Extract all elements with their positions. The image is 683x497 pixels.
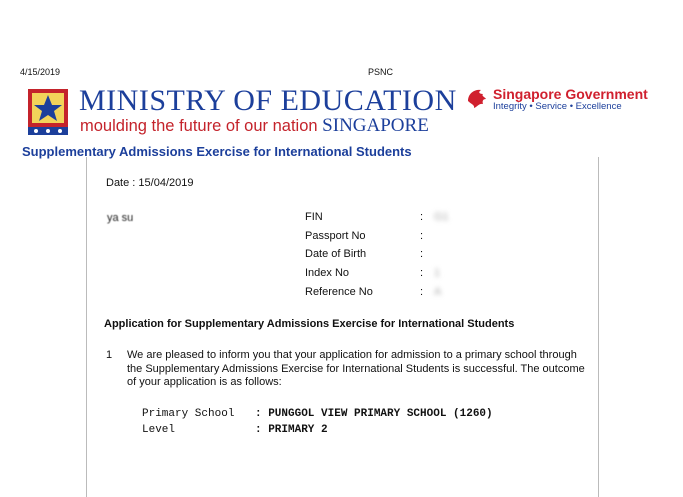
paragraph-number: 1	[106, 349, 113, 361]
moe-crest-icon	[24, 87, 72, 139]
application-heading: Application for Supplementary Admissions Exercise for International Students	[104, 318, 515, 330]
print-date: 4/15/2019	[20, 67, 61, 77]
moe-title: MINISTRY OF EDUCATION	[79, 84, 457, 117]
level-value: : PRIMARY 2	[255, 424, 328, 436]
reference-value: A	[434, 286, 442, 298]
lion-head-icon	[465, 87, 489, 111]
print-title: PSNC	[368, 67, 394, 77]
fin-colon: :	[420, 211, 424, 223]
passport-colon: :	[420, 230, 424, 242]
sg-gov-motto: Integrity • Service • Excellence	[493, 101, 622, 112]
date-label: Date :	[106, 177, 136, 189]
page-heading: Supplementary Admissions Exercise for International Students	[22, 144, 412, 159]
tagline-country: SINGAPORE	[322, 115, 429, 136]
reference-colon: :	[420, 286, 424, 298]
date-value: 15/04/2019	[138, 177, 194, 189]
index-colon: :	[420, 267, 424, 279]
fin-value: G1	[434, 211, 449, 223]
paragraph-text: We are pleased to inform you that your application for admission to a primary school through the Supplementary Admissions Exercise for International Students is successful. The outcome of your application is as follows:	[127, 349, 585, 388]
passport-label: Passport No	[305, 230, 366, 242]
sg-gov-title: Singapore Government	[493, 86, 648, 102]
dob-colon: :	[420, 248, 424, 260]
reference-label: Reference No	[305, 286, 373, 298]
level-label: Level	[142, 424, 176, 436]
applicant-name: ya su	[107, 212, 134, 224]
school-label: Primary School	[142, 408, 235, 420]
school-value: : PUNGGOL VIEW PRIMARY SCHOOL (1260)	[255, 408, 493, 420]
dob-label: Date of Birth	[305, 248, 367, 260]
tagline-text: moulding the future of our nation	[80, 117, 318, 135]
index-label: Index No	[305, 267, 350, 279]
letter-date	[106, 177, 193, 189]
moe-tagline	[80, 115, 429, 137]
fin-label: FIN	[305, 211, 323, 223]
index-value: 1	[434, 267, 441, 279]
